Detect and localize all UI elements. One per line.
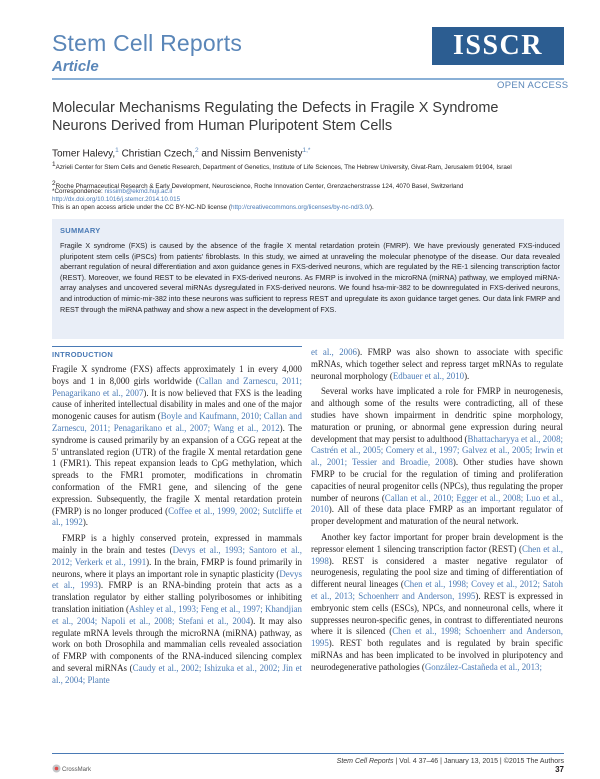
text-run: ).	[82, 517, 88, 528]
doi-link[interactable]: http://dx.doi.org/10.1016/j.stemcr.2014.10.015	[52, 196, 181, 203]
body-column-right	[311, 347, 563, 674]
citation-link[interactable]: Callan et al., 2010; Egger et al., 2008; Luo et al., 2010	[311, 492, 564, 515]
author-list	[52, 147, 310, 159]
author-name: and Nissim Benvenisty	[201, 148, 303, 160]
author-affiliation-sup: 1	[115, 147, 119, 154]
title-line-2: Neurons Derived from Human Pluripotent Stem Cells	[52, 118, 393, 134]
text-run: ).	[464, 370, 470, 381]
text-run: FMRP is a highly conserved protein, expressed in mammals mainly in the brain and testes (	[52, 533, 302, 555]
citation-link[interactable]: Boyle and Kaufmann, 2010; Callan and Zarnescu, 2011; Penagarikano et al., 2007; Wang et al., 2012	[52, 411, 302, 433]
correspondence-label: *Correspondence:	[52, 188, 103, 195]
summary-text: Fragile X syndrome (FXS) is caused by the absence of the fragile X mental retardation protein (FMRP). We have previously generated FXS-induced pluripotent stem cells (iPSCs) from patients' fibroblasts. In this study, we aimed at unraveling the molecular phenotype of the disease. Our data revealed aberrant regulation of neural differentiation and axon guidance genes in FXS-derived neurons, which are regulated by the RE-1 silencing transcription factor (REST). Moreover, we found REST to be elevated in FXS-derived neurons. As FMRP is involved in the microRNA (miRNA) pathway, we employed miRNA-array analyses and uncovered several miRNAs dysregulated in FXS-derived neurons. We found hsa-mir-382 to be downregulated in FXS-derived neurons, and introduction of mimic-mir-382 into these neurons was sufficient to repress REST and upregulate its axon guidance target genes. Our data link FMRP and REST through the miRNA pathway and show a new aspect in the development of FXS.	[60, 241, 560, 314]
affiliation-1-sup: 1	[52, 161, 56, 168]
text-run: ). It is now believed that FXS is the leading cause of inherited intellectual disability in males and one of the major monogenic causes for autism (	[52, 387, 302, 422]
citation-link[interactable]: Coffee et al., 1999, 2002; Sutcliffe et al., 1992	[52, 505, 302, 528]
isscr-logo: ISSCR	[432, 27, 564, 65]
footer-journal: Stem Cell Reports	[336, 758, 394, 765]
text-run: ). REST both regulates and is regulated by brain specific miRNAs and has been implicated to be involved in pluripotency and neurodegenerative pathologies (	[311, 638, 563, 672]
citation-link[interactable]: Chen et al., 1998	[311, 543, 564, 566]
paragraph	[52, 364, 302, 529]
citation-link[interactable]: González-Castañeda et al., 2013;	[424, 661, 542, 672]
footer-pages: 37–46	[418, 758, 439, 765]
introduction-heading: INTRODUCTION	[52, 350, 114, 359]
author-name: Tomer Halevy,	[52, 148, 116, 160]
introduction-rule	[52, 346, 302, 347]
affiliation-1	[52, 161, 562, 173]
separator: |	[499, 758, 502, 765]
citation-link[interactable]: Edbauer et al., 2010	[392, 370, 465, 381]
footer-rule	[52, 753, 564, 754]
text-run: ). REST is expressed in embryonic stem cells (ESCs), NPCs, and nonneuronal cells, where it suppresses neuron-specific genes, in contrast to differentiated neurons where it is silenced (	[311, 590, 563, 637]
citation-link[interactable]: Callan and Zarnescu, 2011; Penagarikano et al., 2007	[52, 375, 302, 398]
text-run: ). All of these data place FMRP as an important regulator of proper development and maturation of the neural network.	[311, 504, 563, 527]
open-access-label: OPEN ACCESS	[497, 80, 569, 91]
page-footer	[320, 758, 564, 774]
citation-link[interactable]: et al., 2006	[311, 347, 357, 357]
footer-date: January 13, 2015	[443, 758, 498, 765]
citation-link[interactable]: Devys et al., 1993	[52, 568, 302, 591]
author-name: Christian Czech,	[121, 148, 195, 160]
text-run: Fragile X syndrome (FXS) affects approximately 1 in every 4,000 boys and 1 in 8,000 girls worldwide (	[52, 364, 302, 386]
footer-volume: Vol. 4	[399, 758, 417, 765]
paragraph	[52, 533, 302, 686]
separator: |	[440, 758, 442, 765]
text-run: ). It may also regulate mRNA levels through the microRNA (miRNA) pathway, as work on both Drosophila and mammalian cells revealed association of FMRP with components of the RNA-induced silencing complex and several miRNAs (	[52, 615, 303, 673]
crossmark-label: CrossMark	[62, 767, 92, 773]
title-line-1: Molecular Mechanisms Regulating the Defects in Fragile X Syndrome	[52, 100, 499, 116]
author-affiliation-sup: 1,*	[302, 147, 311, 154]
separator: |	[395, 758, 398, 765]
correspondence-email-link[interactable]: nissimb@ekmd.huji.ac.il	[104, 188, 173, 195]
summary-heading: SUMMARY	[60, 226, 101, 235]
license-prefix: This is an open access article under the CC BY-NC-ND license (	[52, 204, 231, 211]
text-run: ). FMRP is an RNA-binding protein that acts as a translation regulator by either stalling polyribosomes or inhibiting translation initiation (	[52, 580, 302, 614]
citation-link[interactable]: Caudy et al., 2002; Ishizuka et al., 2002; Jin et al., 2004; Plante	[52, 662, 302, 685]
text-run: ). In the brain, FMRP is found primarily in neurons, where it plays an important role in synaptic plasticity (	[52, 556, 302, 579]
paragraph	[311, 347, 563, 382]
paragraph	[311, 386, 563, 528]
text-run: ). FMRP was also shown to associate with specific mRNAs, which together select and repress target mRNAs to regulate neuronal morphology (	[311, 347, 563, 381]
text-run: Several works have implicated a role for FMRP in neurogenesis, and although some of the results were contradicting, all of these studies have shown impairment in dendritic spine morphology, maturation or pruning, or abnormal gene expression during neural development that may persist to adulthood (	[311, 386, 563, 444]
footer-copyright: ©2015 The Authors	[503, 758, 564, 765]
text-run: ). The syndrome is caused primarily by an expansion of a CGG repeat at the 5' untranslated region (UTR) of the fragile X mental retardation gene 1 (FMR1). This repeat expansion leads to CpG methylation, which spreads to the FMR1 promoter, modifications in chromatin conformation of the FMR1 gene, and silencing of the gene expression. Subsequently, the fragile X mental retardation protein (FMRP) is no longer produced (	[52, 422, 302, 516]
journal-title: Stem Cell Reports	[52, 30, 243, 56]
citation-link[interactable]: Devys et al., 1993; Santoro et al., 2012; Verkerk et al., 1991	[52, 544, 302, 567]
text-run: ). Other studies have shown FMRP to be crucial for the regulation of timing and proliferation capacities of neural progenitor cells (NPCs), thus regulating the proper number of neurons (	[311, 457, 563, 503]
citation-link[interactable]: Ashley et al., 1993; Feng et al., 1997; Khandjian et al., 2004; Napoli et al., 2008; Stefani et al., 2004	[52, 603, 302, 626]
crossmark-icon	[52, 764, 92, 773]
affiliation-2-text: Roche Pharmaceutical Research & Early Development, Neuroscience, Roche Innovation Center, Grenzacherstrasse 124, 4070 Basel, Switzerland	[55, 183, 464, 191]
affiliation-2-sup: 2	[52, 180, 56, 187]
text-run: Another key factor important for proper brain development is the repressor element 1 silencing transcription factor (REST) (	[311, 531, 563, 554]
license-suffix: ).	[369, 204, 374, 211]
body-column-left	[52, 364, 302, 687]
paragraph	[311, 532, 563, 674]
affiliation-1-text: Azrieli Center for Stem Cells and Genetic Research, Department of Genetics, Institute of Life Sciences, The Hebrew University, Givat-Ram, Jerusalem 91904, Israel	[55, 164, 512, 172]
license-link[interactable]: http://creativecommons.org/licenses/by-nc-nd/3.0/	[230, 204, 370, 211]
article-title	[52, 99, 532, 135]
crossmark-logo[interactable]	[52, 760, 92, 773]
citation-link[interactable]: Chen et al., 1998; Covey et al., 2012; Satoh et al., 2013; Schoenherr and Anderson, 1995	[311, 579, 563, 601]
citation-link[interactable]: Bhattacharyya et al., 2008; Castrén et al., 2005; Comery et al., 1997; Galvez et al., 2005; Irwin et al., 2001; Tessier and Broadie, 2008	[311, 433, 563, 468]
author-affiliation-sup: 2	[194, 147, 199, 154]
license-statement	[52, 204, 562, 212]
article-type: Article	[52, 58, 99, 75]
citation-link[interactable]: Chen et al., 1998; Schoenherr and Anderson, 1995	[311, 626, 563, 649]
page-number: 37	[555, 765, 564, 774]
text-run: ). REST is considered a master negative regulator of neurogenesis, regulating the pool size and timing of differentiation of different neural lineages (	[311, 555, 563, 590]
header-rule	[52, 78, 564, 80]
